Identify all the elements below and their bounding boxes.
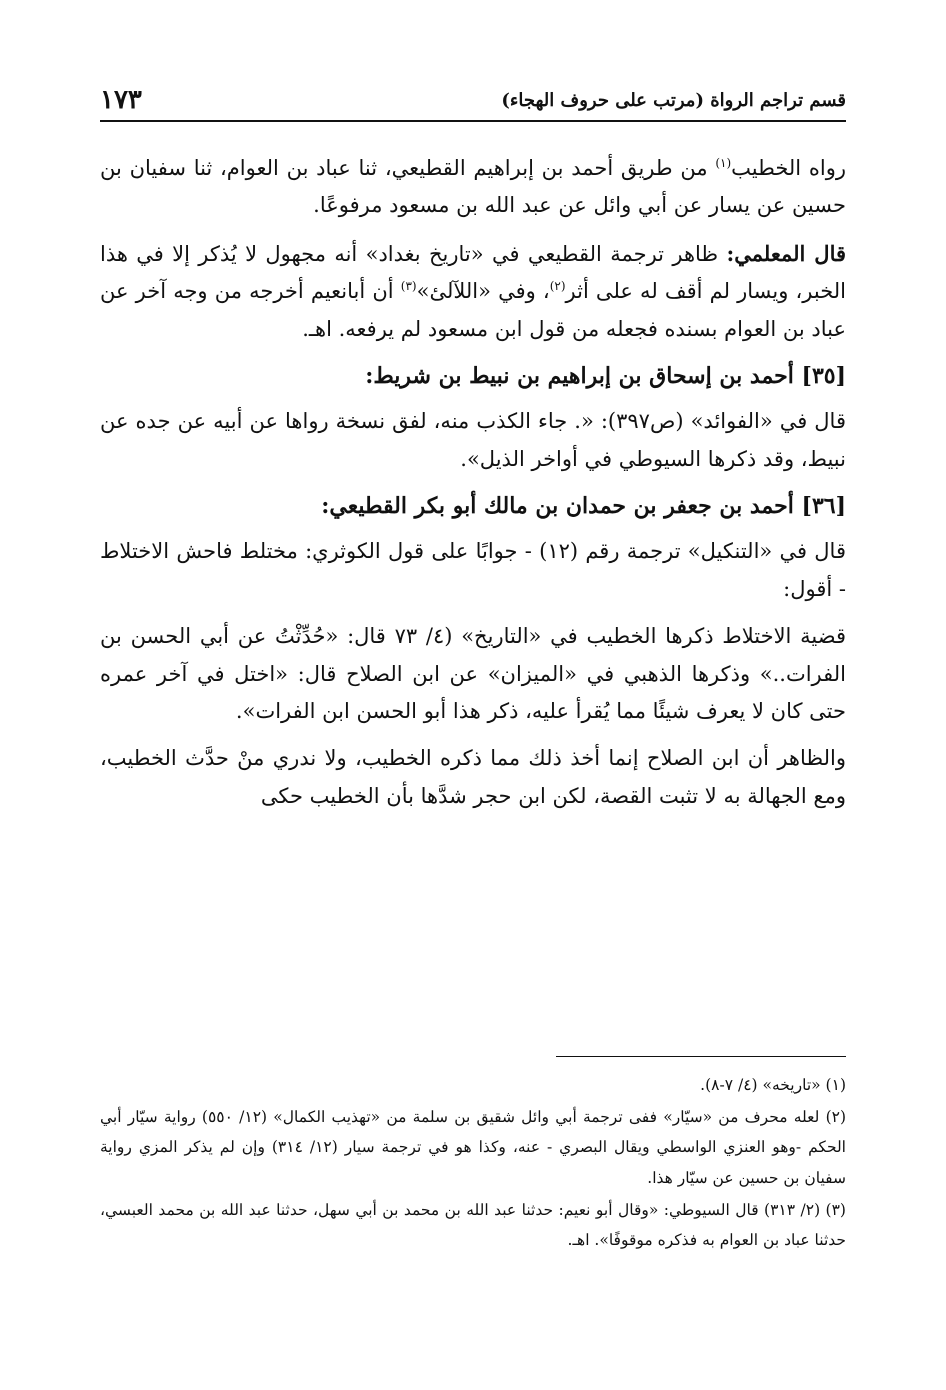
main-text [100, 150, 846, 825]
entry-heading-35: [٣٥] أحمد بن إسحاق بن إبراهيم بن نبيط بن شريط: [365, 362, 846, 389]
paragraph-2 [100, 235, 846, 348]
paragraph-4: قال في «التنكيل» ترجمة رقم (١٢) - جوابًا على قول الكوثري: مختلط فاحش الاختلاط - أقول: [100, 539, 846, 601]
footnotes [100, 1070, 846, 1257]
footnote-1: (١) «تاريخه» (٤/ ٧-٨). [700, 1076, 846, 1094]
paragraph-6: والظاهر أن ابن الصلاح إنما أخذ ذلك مما ذكره الخطيب، ولا ندري منْ حدَّث الخطيب، ومع الجهالة به لا تثبت القصة، لكن ابن حجر شدَّها بأن الخطيب حكى [100, 746, 846, 808]
paragraph-1-rest: من طريق أحمد بن إبراهيم القطيعي، ثنا عباد بن العوام، ثنا سفيان بن حسين عن يسار عن أبي وائل عن عبد الله بن مسعود مرفوعًا. [100, 156, 846, 218]
paragraph-2-text-b: ، وفي «اللآلئ» [416, 279, 550, 304]
running-title: قسم تراجم الرواة (مرتب على حروف الهجاء) [501, 89, 846, 111]
footnote-ref-3: (٣) [400, 279, 417, 294]
entry-heading-36: [٣٦] أحمد بن جعفر بن حمدان بن مالك أبو بكر القطيعي: [321, 493, 846, 520]
paragraph-3: قال في «الفوائد» (ص٣٩٧): «. جاء الكذب منه، لفق نسخة رواها عن أبيه عن جده عن نبيط، وقد ذكرها السيوطي في أواخر الذيل». [100, 409, 846, 471]
paragraph-1 [100, 150, 846, 225]
paragraph-1-lead: رواه الخطيب [731, 156, 846, 180]
page-number: ١٧٣ [100, 85, 142, 115]
footnote-2: (٢) لعله محرف من «سيّار» ففى ترجمة أبي وائل شقيق بن سلمة من «تهذيب الكمال» (١٢/ ٥٥٠) رواية سيّار أبي الحكم -وهو العنزي الواسطي ويقال البصري - عنه، وكذا هو في ترجمة سيار (١٢/ ٣١٤) وإن لم يذكر المزي رواية سفيان بن حسين عن سيّار هذا. [100, 1108, 847, 1187]
page-header [100, 80, 846, 122]
paragraph-5: قضية الاختلاط ذكرها الخطيب في «التاريخ» (٤/ ٧٣ قال: «حُدِّثْتُ عن أبي الحسن بن الفرات..» وذكرها الذهبي في «الميزان» عن ابن الصلاح قال: «اختل في آخر عمره حتى كان لا يعرف شيئًا مما يُقرأ عليه، ذكر هذا أبو الحسن ابن الفرات». [100, 624, 846, 723]
footnote-ref-1: (١) [715, 156, 732, 170]
paragraph-2-text-a: ظاهر ترجمة القطيعي في «تاريخ بغداد» أنه مجهول لا يُذكر إلا في هذا الخبر، ويسار لم أقف له على أثر [100, 241, 846, 304]
footnote-3: (٣) (٢/ ٣١٣) قال السيوطي: «وقال أبو نعيم: حدثنا عبد الله بن محمد بن أبي سهل، حدثنا عبد الله بن محمد العبسي، حدثنا عباد بن العوام به فذكره موقوفًا». اهـ. [100, 1200, 846, 1250]
footnote-ref-2: (٢) [549, 279, 566, 294]
speaker-label: قال المعلمي: [726, 240, 847, 266]
paragraph-2-text-c: أن أبانعيم أخرجه من وجه آخر عن عباد بن العوام بسنده فجعله من قول ابن مسعود لم يرفعه. اهـ. [100, 279, 846, 341]
footnote-divider [556, 1056, 846, 1057]
